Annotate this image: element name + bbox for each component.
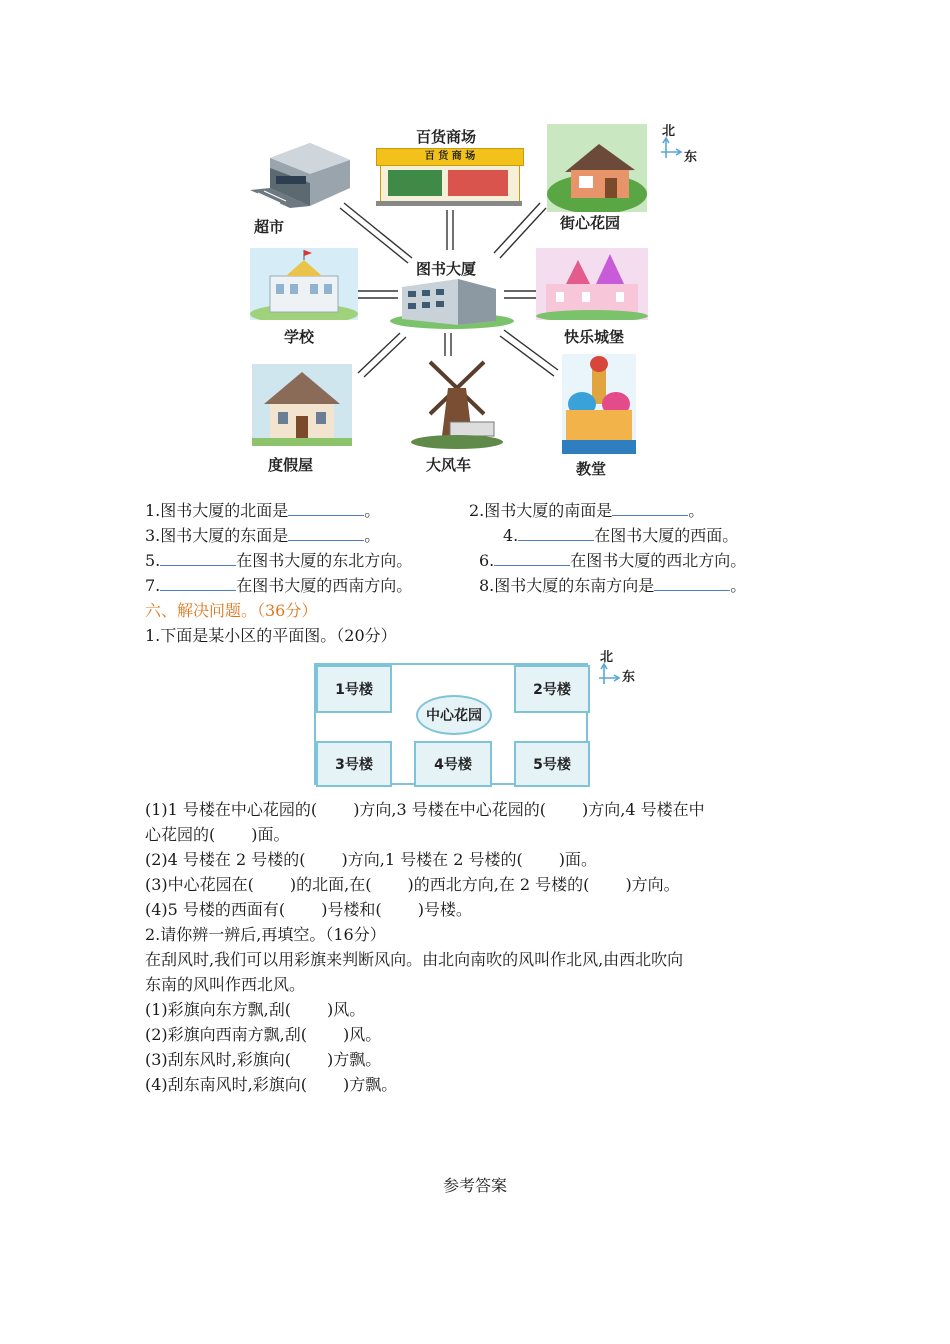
book-building-icon [388,273,516,329]
building-3: 3号楼 [316,741,392,787]
p1-line-1: (1)1 号楼在中心花园的( )方向,3 号楼在中心花园的( )方向,4 号楼在中 [145,800,705,819]
question-row-7: 7. 在图书大厦的西南方向。 [145,576,413,595]
answer-blank-7[interactable] [160,576,236,591]
holiday-house-icon [252,364,352,446]
question-2: 2.图书大厦的南面是 [469,501,613,520]
direction-map [240,118,710,488]
label-department-store: 百货商场 [416,128,477,146]
building-2: 2号楼 [514,665,590,713]
compass-arrow-icon [660,136,684,160]
question-row-6: 6. 在图书大厦的西北方向。 [479,551,747,570]
p2-line-1: (1)彩旗向东方飘,刮( )风。 [145,1000,366,1019]
question-row-3: 3.图书大厦的东面是 。 [145,526,381,545]
answer-blank-4[interactable] [518,526,594,541]
answer-blank-8[interactable] [654,576,730,591]
problem-2-intro-1: 在刮风时,我们可以用彩旗来判断风向。由北向南吹的风叫作北风,由西北吹向 [145,950,684,969]
p2-line-3: (3)刮东风时,彩旗向( )方飘。 [145,1050,382,1069]
question-8: 8.图书大厦的东南方向是 [479,576,655,595]
question-row-8: 8.图书大厦的东南方向是 。 [479,576,747,595]
question-4: 在图书大厦的西面。 [594,526,739,545]
label-happy-castle: 快乐城堡 [564,328,625,346]
community-plan [314,663,588,785]
label-book-building: 图书大厦 [416,260,477,278]
problem-2-intro-2: 东南的风叫作西北风。 [145,975,306,994]
department-store-icon [376,148,522,206]
problem-2-title: 2.请你辨一辨后,再填空。（16分） [145,925,386,944]
building-4: 4号楼 [414,741,492,787]
plan-compass-east-label: 东 [622,670,636,685]
school-icon [250,248,358,320]
supermarket-icon [250,138,355,213]
p1-line-3: (2)4 号楼在 2 号楼的( )方向,1 号楼在 2 号楼的( )面。 [145,850,597,869]
compass [660,120,710,164]
plan-compass-north-label: 北 [600,650,614,665]
p2-line-4: (4)刮东南风时,彩旗向( )方飘。 [145,1075,398,1094]
central-garden: 中心花园 [416,695,492,735]
answer-blank-2[interactable] [612,501,688,516]
answer-blank-3[interactable] [288,526,364,541]
building-1: 1号楼 [316,665,392,713]
label-supermarket: 超市 [254,218,285,236]
p1-line-4: (3)中心花园在( )的北面,在( )的西北方向,在 2 号楼的( )方向。 [145,875,680,894]
church-icon [562,354,636,454]
plan-compass-arrow-icon [598,662,622,686]
compass-north-label: 北 [662,124,676,139]
department-store-sign: 百 货 商 场 [376,148,524,166]
plan-compass [598,646,648,690]
answer-blank-1[interactable] [288,501,364,516]
p1-line-5: (4)5 号楼的西面有( )号楼和( )号楼。 [145,900,472,919]
compass-east-label: 东 [684,150,698,165]
label-holiday-house: 度假屋 [268,456,314,474]
question-1: 1.图书大厦的北面是 [145,501,289,520]
p2-line-2: (2)彩旗向西南方飘,刮( )风。 [145,1025,382,1044]
answer-blank-6[interactable] [494,551,570,566]
garden-house-icon [547,124,647,212]
question-6: 在图书大厦的西北方向。 [570,551,747,570]
answer-blank-5[interactable] [160,551,236,566]
section-title: 六、解决问题。（36分） [145,601,318,620]
question-7: 在图书大厦的西南方向。 [236,576,413,595]
problem-1-title: 1.下面是某小区的平面图。（20分） [145,626,397,645]
question-row-4: 4. 在图书大厦的西面。 [503,526,739,545]
label-garden: 街心花园 [560,214,621,232]
building-5: 5号楼 [514,741,590,787]
answer-title: 参考答案 [442,1176,507,1195]
windmill-icon [410,358,504,450]
question-row-2: 2.图书大厦的南面是 。 [469,501,705,520]
question-row-5: 5. 在图书大厦的东北方向。 [145,551,413,570]
happy-castle-icon [536,248,648,320]
label-school: 学校 [284,328,315,346]
question-row-1: 1.图书大厦的北面是 。 [145,501,381,520]
question-3: 3.图书大厦的东面是 [145,526,289,545]
p1-line-2: 心花园的( )面。 [145,825,290,844]
question-5: 在图书大厦的东北方向。 [236,551,413,570]
label-windmill: 大风车 [426,456,472,474]
label-church: 教堂 [576,460,607,478]
